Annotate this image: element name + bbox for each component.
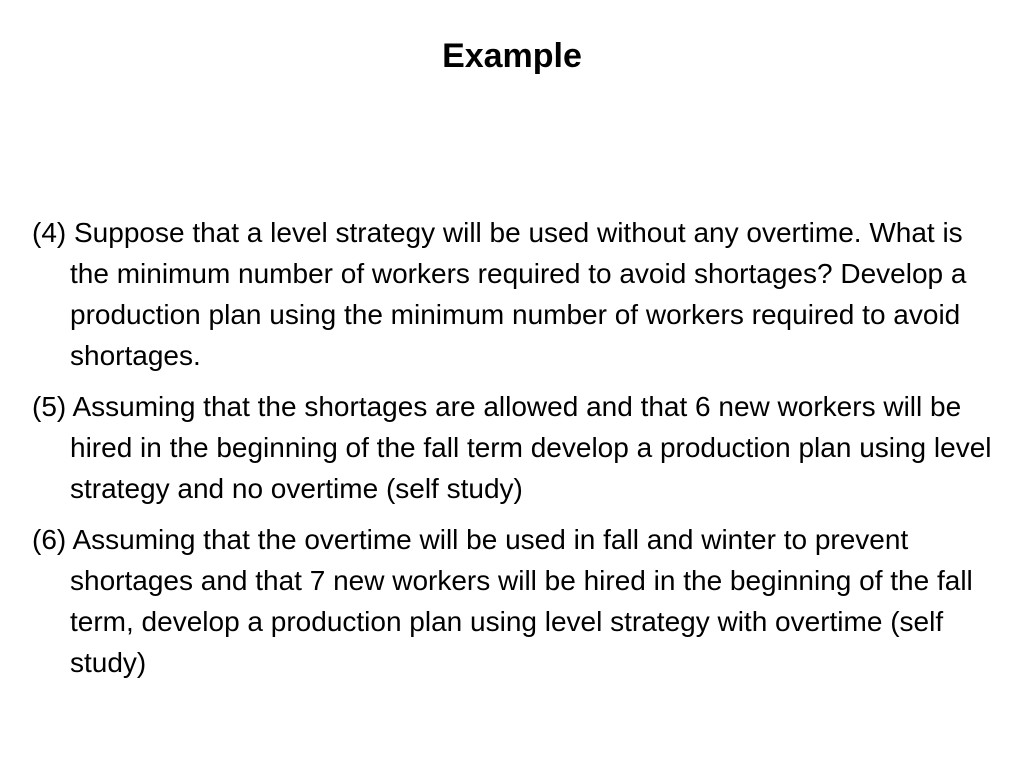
slide-title: Example (442, 37, 582, 75)
question-item-6: (6) Assuming that the overtime will be used in fall and winter to prevent shortages and that 7 new workers will be hired in the beginning of the fall term, develop a production plan using level strategy with overtime (self study) (32, 524, 973, 678)
question-item-5: (5) Assuming that the shortages are allowed and that 6 new workers will be hired in the beginning of the fall term develop a production plan using level strategy and no overtime (self study) (32, 391, 992, 504)
question-item-4: (4) Suppose that a level strategy will be used without any overtime. What is the minimum number of workers required to avoid shortages? Develop a production plan using the minimum number of workers required to avoid shortages. (32, 217, 967, 371)
question-list (32, 212, 997, 693)
